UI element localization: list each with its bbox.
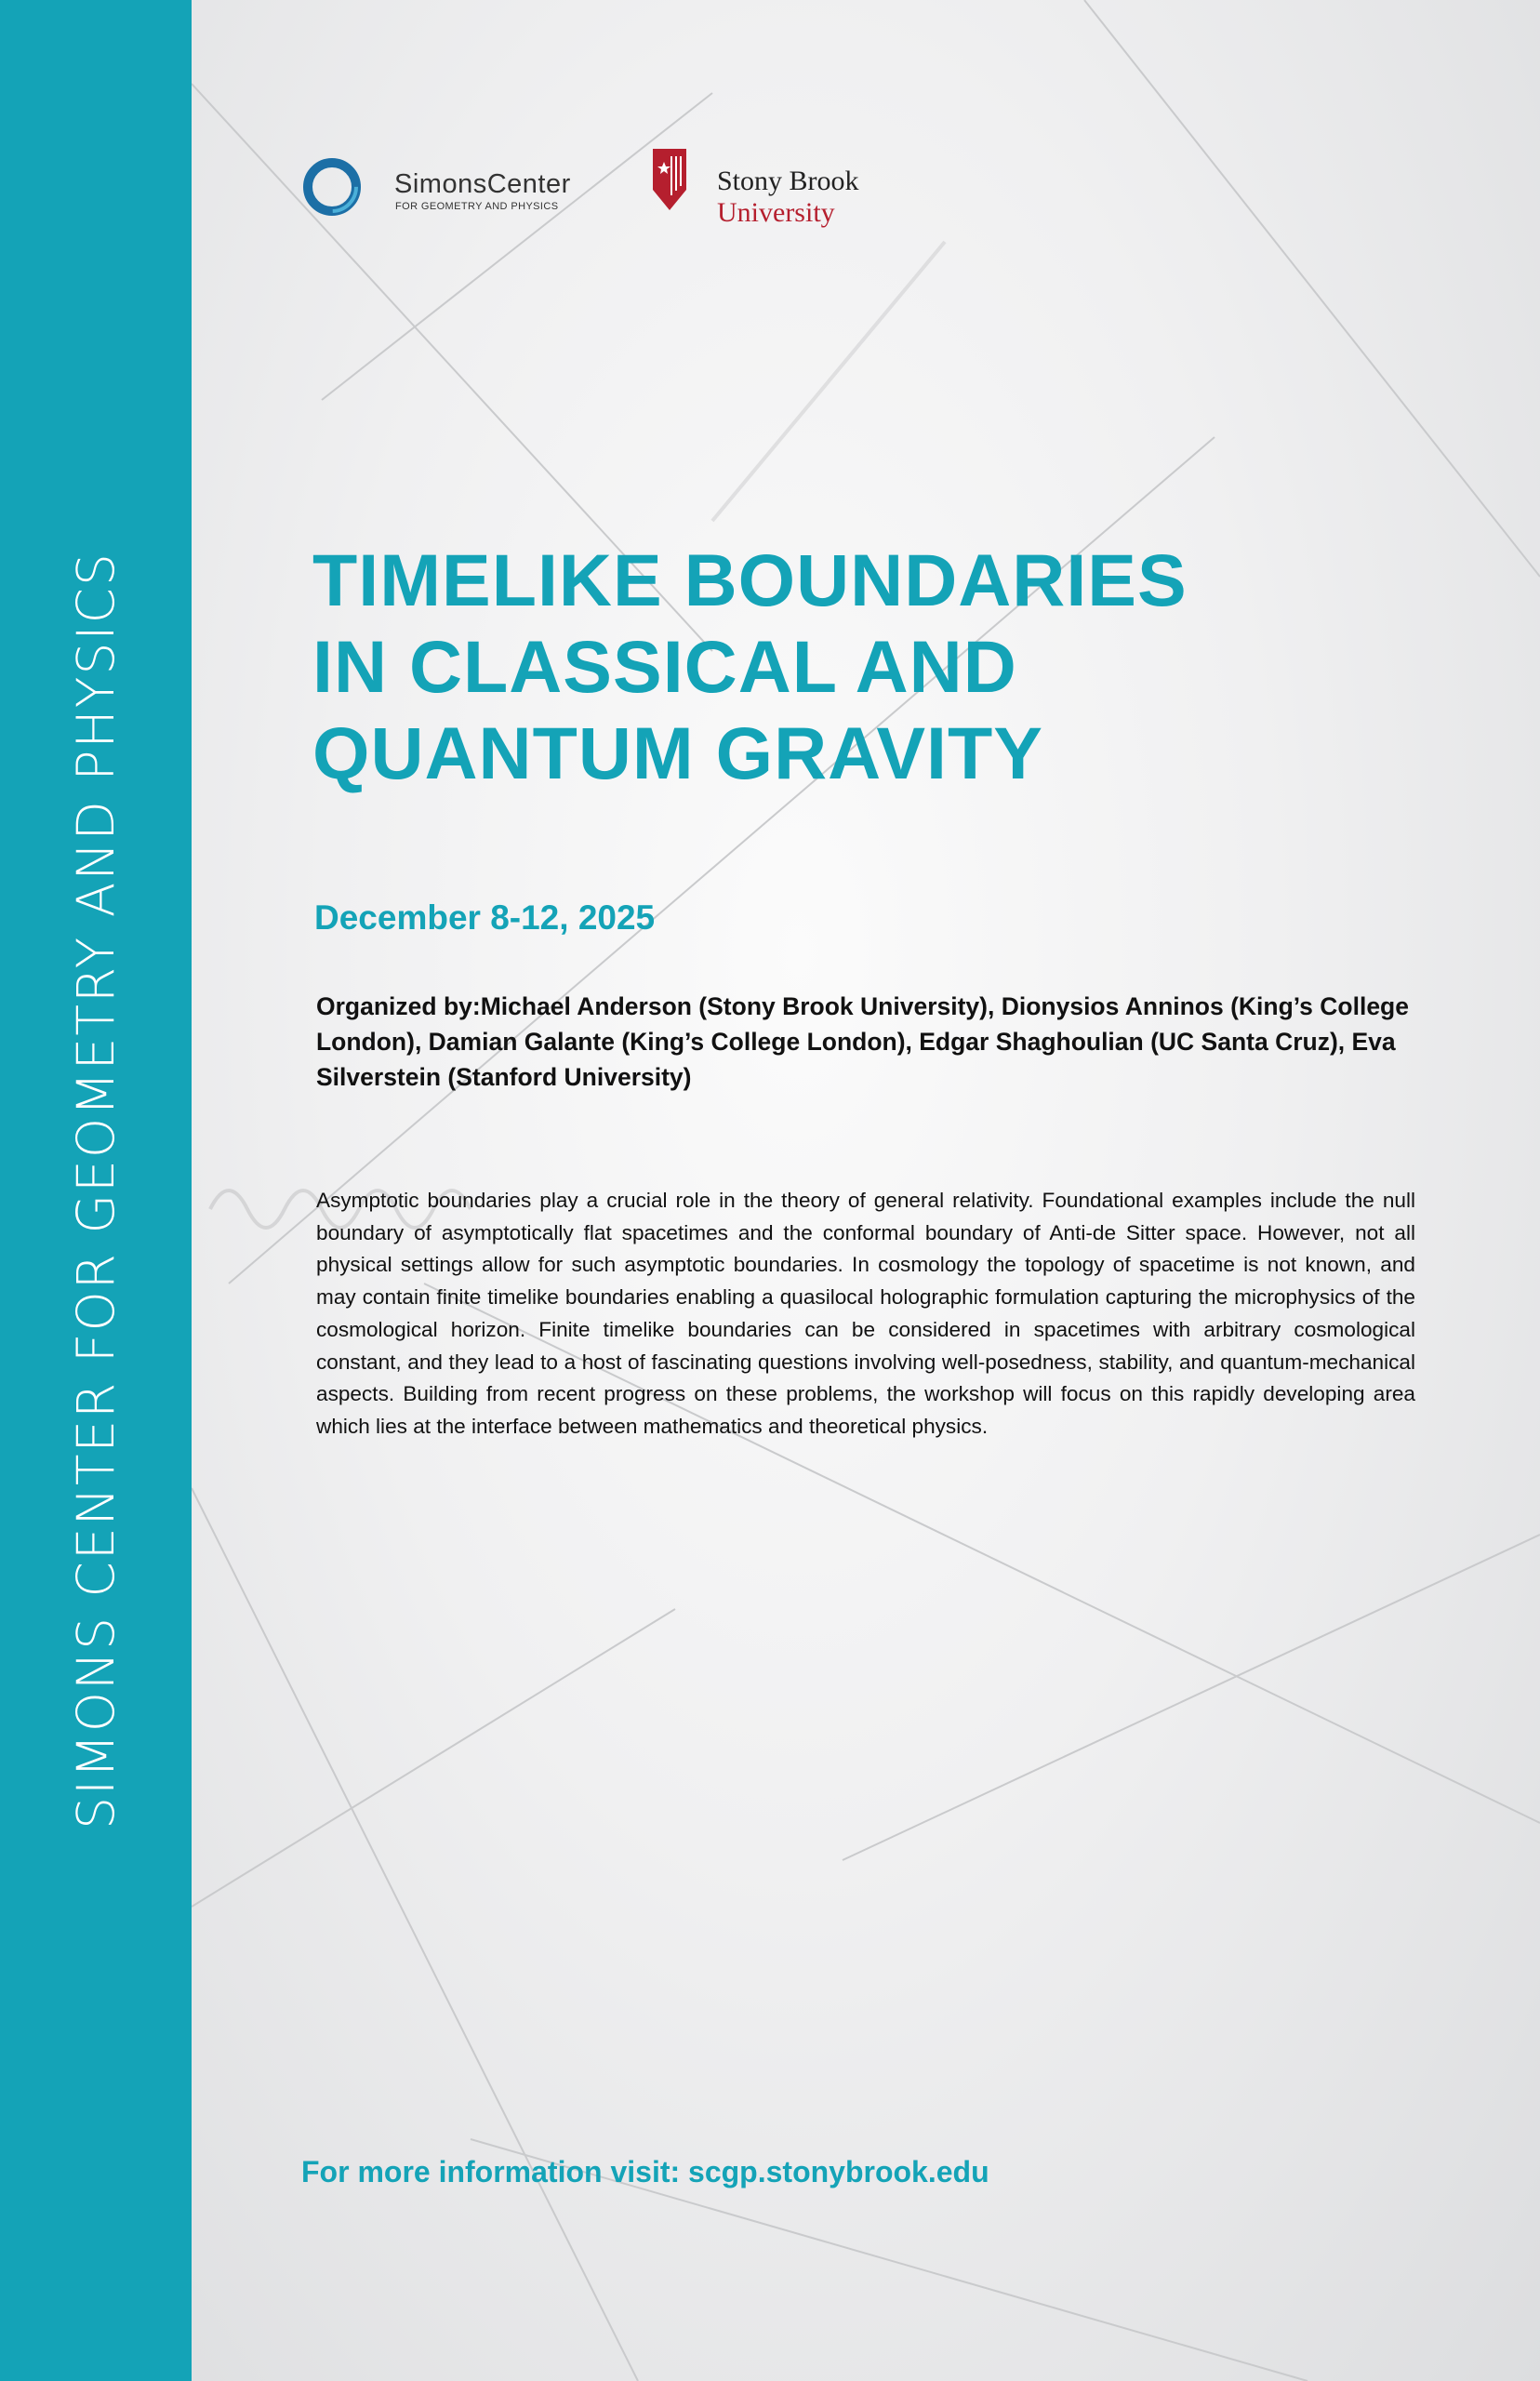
simons-center-logo-icon: [299, 154, 365, 219]
stony-brook-shield-icon: [653, 149, 686, 210]
more-info-link: For more information visit: scgp.stonybrook.edu: [301, 2155, 989, 2188]
title-line: TIMELIKE BOUNDARIES: [312, 539, 1188, 621]
abstract-text: Asymptotic boundaries play a crucial role in the theory of general relativity. Foundational examples include the null boundary of asymptotically flat spacetimes and the conformal boundary of Anti-de Sitter space. However, not all physical settings allow for such asymptotic boundaries. In cosmology the topology of spacetime is not known, and may contain finite timelike boundaries enabling a quasilocal holographic formulation capturing the microphysics of the cosmological horizon. Finite timelike boundaries can be considered in spacetimes with arbitrary cosmological constant, and they lead to a host of fascinating questions involving well-posedness, stability, and quantum-mechanical aspects. Building from recent progress on these problems, the workshop will focus on this rapidly developing area which lies at the interface between mathematics and theoretical physics.: [316, 1189, 1415, 1438]
logo-bar: [299, 149, 895, 242]
title-line: IN CLASSICAL AND: [312, 625, 1017, 708]
sidebar-title: SIMONS CENTER FOR GEOMETRY AND PHYSICS: [66, 552, 126, 1829]
stony-brook-university: University: [717, 197, 835, 228]
organizers-text: Organized by:Michael Anderson (Stony Brook University), Dionysios Anninos (King’s College London), Damian Galante (King’s College London), Edgar Shaghoulian (UC Santa Cruz), Eva Silverstein (Stanford University): [316, 992, 1409, 1091]
stony-brook-name: Stony Brook: [717, 166, 859, 196]
simons-center-name: SimonsCenter: [394, 169, 571, 199]
simons-center-subtitle: FOR GEOMETRY AND PHYSICS: [395, 201, 559, 212]
sidebar-band: [0, 0, 192, 2381]
title-line: QUANTUM GRAVITY: [312, 712, 1043, 794]
workshop-dates: December 8-12, 2025: [314, 898, 656, 937]
workshop-title: [312, 537, 1382, 796]
